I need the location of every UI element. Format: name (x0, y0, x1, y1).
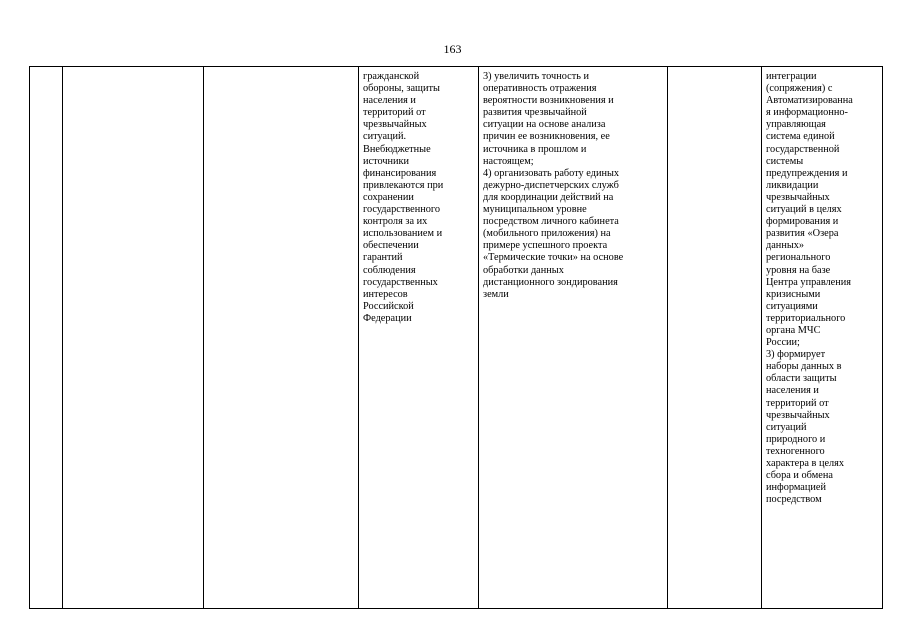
cell-text-col5: 3) увеличить точность и оперативность отражения вероятности возникновения и развития чрезвычайной ситуации на основе анализа причин ее возникновения, ее источника в прошлом и настоящем; 4) организовать работу единых дежурно-диспетчерских служб для координации действий на муниципальном уровне посредством личного кабинета (мобильного приложения) на примере успешного проекта «Термические точки» на основе обработки данных дистанционного зондирования земли (483, 71, 624, 300)
table-cell-col7 (762, 67, 883, 609)
table-cell-col3 (204, 67, 359, 609)
cell-text-col7: интеграции (сопряжения) с Автоматизированна я информационно- управляющая система единой государственной системы предупреждения и ликвидации чрезвычайных ситуаций в целях формирования и развития «Озера данных» регионального уровня на базе Центра управления кризисными ситуациями территориального органа МЧС России; 3) формирует наборы данных в области защиты населения и территорий от чрезвычайных ситуаций природного и техногенного характера в целях сбора и обмена информацией посредством (766, 71, 853, 506)
table-cell-col5 (479, 67, 668, 609)
table-cell-col6 (668, 67, 762, 609)
document-table (29, 66, 883, 609)
table-row (30, 67, 883, 609)
page-number: 163 (443, 42, 462, 56)
table-cell-col4 (359, 67, 479, 609)
cell-text-col4: гражданской обороны, защиты населения и территорий от чрезвычайных ситуаций. Внебюджетные источники финансирования привлекаются при сохранении государственного контроля за их использованием и обеспечении гарантий соблюдения государственных интересов Российской Федерации (363, 71, 444, 324)
table-cell-col1 (30, 67, 63, 609)
table-cell-col2 (63, 67, 204, 609)
